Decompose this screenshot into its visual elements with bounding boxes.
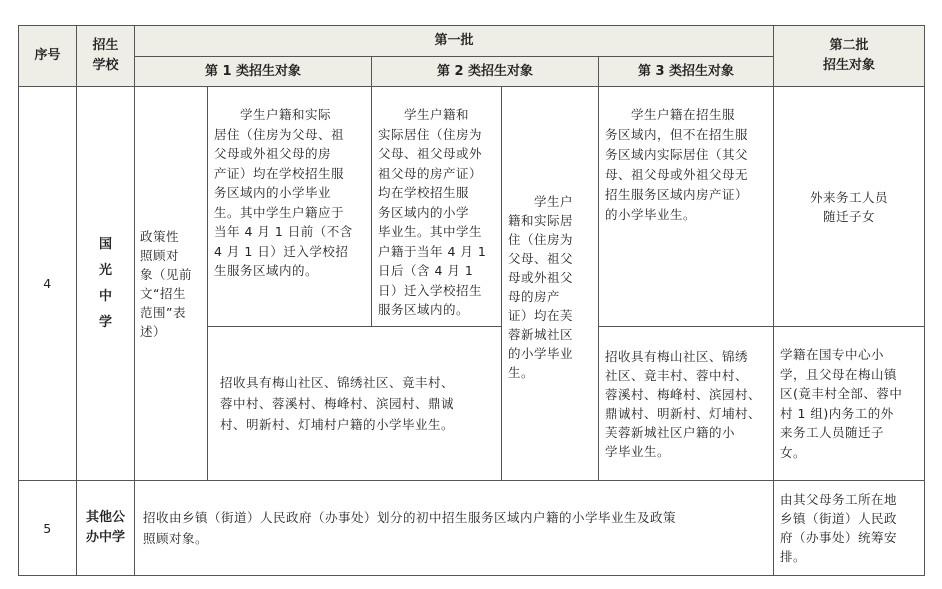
- row5-batch2-text: 由其父母务工所在地 乡镇（街道）人民政 府（办事处）统筹安 排。: [780, 492, 898, 564]
- row5-batch2-cell: [773, 480, 925, 576]
- header-school-label: 招生 学校: [92, 38, 119, 73]
- row4-cat3-cell: [598, 86, 774, 327]
- row4-policy-text: 政策性 照顾对 象（见前 文“招生 范围”表 述）: [140, 228, 193, 339]
- header-cat3: [598, 56, 774, 87]
- row4-cat2-text: 学生户籍和 实际居住（住房为 父母、祖父母或外 祖父母的房产证） 均在学校招生服 务区域内的小学 毕业生。其中学生 户籍于当年 4 月 1 日后（含 4 月 1 日）迁入学校招生 服务区域内的。: [378, 107, 487, 317]
- row5-school: [76, 480, 135, 576]
- row4-batch2-cell: [773, 86, 925, 327]
- header-cat1-label: 第 1 类招生对象: [204, 63, 302, 79]
- header-cat2-label: 第 2 类招生对象: [436, 63, 534, 79]
- row4-cat1-cell: [207, 86, 372, 327]
- header-cat2: [371, 56, 599, 87]
- header-seq: [18, 25, 77, 87]
- row4-cat2-right-cell: [501, 86, 599, 481]
- row4-cat3-text: 学生户籍在招生服 务区域内，但不在招生服 务区域内实际居住（其父 母、祖父母或外祖父母无 招生服务区域内房产证） 的小学毕业生。: [605, 107, 749, 222]
- row4-batch2-text: 外来务工人员 随迁子女: [809, 189, 888, 224]
- row4-school: [76, 86, 135, 481]
- row4-cat3-bottom-cell: [598, 326, 774, 481]
- row5-school-name: 其他公 办中学: [85, 510, 125, 545]
- row5-batch1-text: 招收由乡镇（街道）人民政府（办事处）划分的初中招生服务区域内户籍的小学毕业生及政策 照顾对象。: [143, 510, 677, 546]
- row4-cat12-bottom-cell: [207, 326, 502, 481]
- row4-policy-cell: [134, 86, 208, 481]
- row4-batch2-bottom-cell: [773, 326, 925, 481]
- header-batch2: [773, 25, 925, 87]
- row4-seq: [18, 86, 77, 481]
- row4-cat1-text: 学生户籍和实际 居住（住房为父母、祖 父母或外祖父母的房 产证）均在学校招生服 务区域内的小学毕业 生。其中学生户籍应于 当年 4 月 1 日前（不含 4 月 1 日）迁入学校招 生服务区域内的。: [214, 107, 353, 278]
- row4-seq-value: 4: [43, 276, 52, 291]
- header-cat3-label: 第 3 类招生对象: [637, 63, 735, 79]
- header-school: [76, 25, 135, 87]
- header-cat1: [134, 56, 372, 87]
- row5-batch1-cell: [134, 480, 774, 576]
- header-batch2-label: 第二批 招生对象: [822, 38, 875, 73]
- row4-cat2-cell: [371, 86, 502, 327]
- row5-seq: [18, 480, 77, 576]
- row4-cat3-bottom-text: 招收具有梅山社区、锦绣 社区、竟丰村、蓉中村、 蓉溪村、梅峰村、滨园村、 鼎诚村、明新村、灯埔村、 芙蓉新城社区户籍的小 学毕业生。: [605, 348, 762, 459]
- header-seq-label: 序号: [34, 48, 61, 63]
- row4-batch2-bottom-text: 学籍在国专中心小 学，且父母在梅山镇 区(竟丰村全部、蓉中 村 1 组)内务工的外 来务工人员随迁子 女。: [780, 347, 903, 460]
- row4-cat12-bottom-text: 招收具有梅山社区、锦绣社区、竟丰村、 蓉中村、蓉溪村、梅峰村、滨园村、鼎诚 村、明新村、灯埔村户籍的小学毕业生。: [220, 375, 455, 432]
- header-batch1: [134, 25, 774, 57]
- header-batch1-label: 第一批: [434, 33, 474, 48]
- row5-seq-value: 5: [43, 520, 52, 536]
- row4-cat2-right-text: 学生户 籍和实际居 住（住房为 父母、祖父 母或外祖父 母的房产 证）均在芙 蓉新城社区 的小学毕业 生。: [508, 193, 574, 380]
- row4-school-name: 国 光 中 学: [98, 236, 112, 330]
